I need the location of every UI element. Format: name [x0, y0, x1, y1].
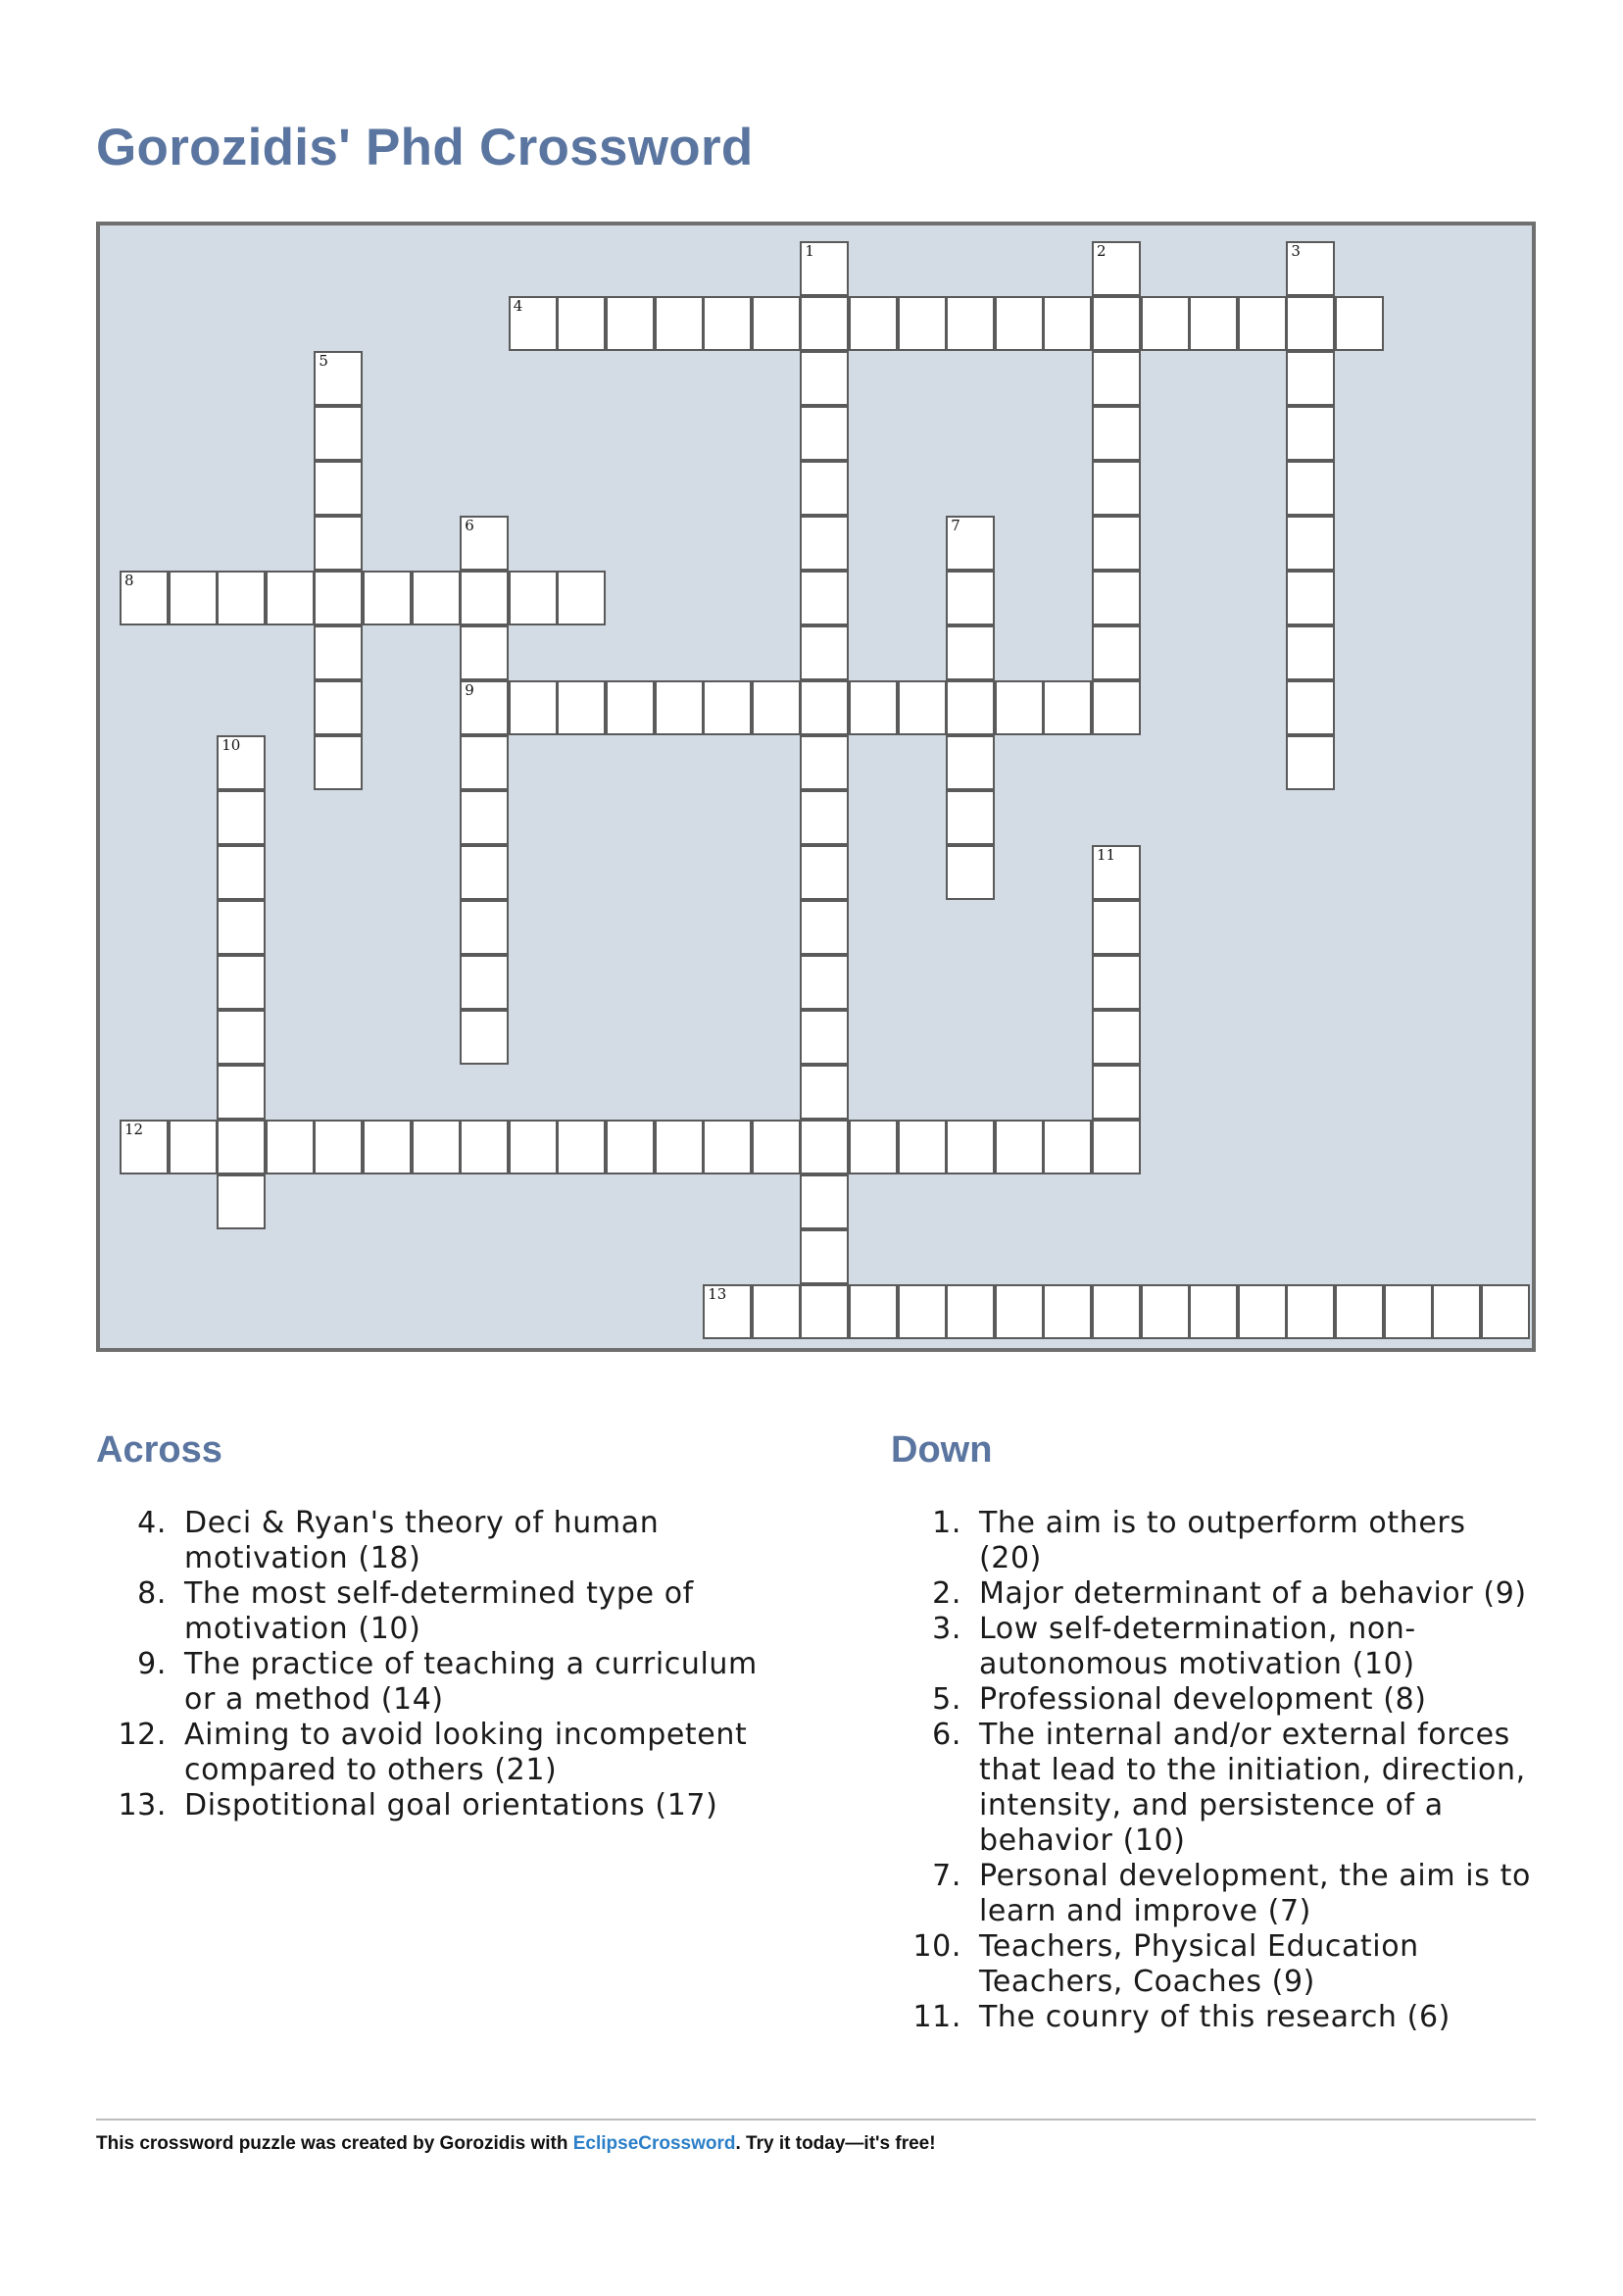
crossword-cell[interactable]	[800, 900, 849, 955]
crossword-cell[interactable]	[946, 680, 995, 735]
crossword-cell[interactable]	[946, 735, 995, 790]
clue-across-12	[96, 1718, 782, 1788]
crossword-cell[interactable]	[314, 516, 363, 571]
crossword-cell[interactable]	[314, 735, 363, 790]
crossword-cell[interactable]	[266, 1120, 315, 1174]
crossword-cell[interactable]	[800, 241, 849, 296]
cell-number: 5	[319, 352, 328, 370]
clue-number: 1.	[932, 1506, 961, 1540]
crossword-cell[interactable]	[1286, 351, 1335, 406]
crossword-cell[interactable]	[217, 790, 266, 845]
crossword-cell[interactable]	[217, 955, 266, 1010]
cell-number: 10	[221, 736, 241, 754]
footer-suffix: . Try it today—it's free!	[735, 2133, 936, 2154]
crossword-cell[interactable]	[1092, 571, 1141, 625]
crossword-cell[interactable]	[1092, 1065, 1141, 1120]
clue-text: Deci & Ryan's theory of human motivation (18)	[184, 1506, 660, 1575]
clue-down-2	[891, 1576, 1538, 1612]
crossword-cell[interactable]	[800, 296, 849, 351]
crossword-cell[interactable]	[800, 790, 849, 845]
crossword-cell[interactable]	[314, 351, 363, 406]
clue-text: Professional development (8)	[979, 1682, 1427, 1717]
crossword-cell[interactable]	[266, 571, 315, 625]
cell-number: 7	[951, 517, 960, 534]
clue-text: The most self-determined type of motivation (10)	[184, 1576, 694, 1646]
crossword-cell[interactable]	[800, 351, 849, 406]
crossword-cell[interactable]	[1286, 735, 1335, 790]
crossword-cell[interactable]	[800, 1010, 849, 1065]
clue-number: 2.	[932, 1576, 961, 1611]
crossword-cell[interactable]	[1092, 680, 1141, 735]
clue-text: Teachers, Physical Education Teachers, Coaches (9)	[979, 1929, 1419, 1999]
crossword-cell[interactable]	[655, 296, 704, 351]
clue-number: 11.	[912, 2000, 961, 2034]
clue-down-7	[891, 1859, 1538, 1929]
cell-number: 2	[1097, 242, 1107, 260]
crossword-cell[interactable]	[120, 1120, 169, 1174]
crossword-cell[interactable]	[1481, 1284, 1530, 1339]
clue-text: The internal and/or external forces that lead to the initiation, direction, intensity, and persistence of a behavior (10)	[979, 1718, 1526, 1858]
crossword-cell[interactable]	[995, 680, 1044, 735]
clue-text: Aiming to avoid looking incompetent compared to others (21)	[184, 1718, 748, 1787]
clue-text: The practice of teaching a curriculum or a method (14)	[184, 1647, 758, 1717]
crossword-cell[interactable]	[460, 790, 509, 845]
crossword-cell[interactable]	[314, 625, 363, 680]
crossword-cell[interactable]	[509, 1120, 558, 1174]
crossword-cell[interactable]	[800, 845, 849, 900]
crossword-cell[interactable]	[217, 900, 266, 955]
crossword-cell[interactable]	[1092, 845, 1141, 900]
crossword-cell[interactable]	[1432, 1284, 1481, 1339]
crossword-cell[interactable]	[217, 1065, 266, 1120]
crossword-cell[interactable]	[509, 296, 558, 351]
clue-text: Dispotitional goal orientations (17)	[184, 1788, 718, 1822]
crossword-cell[interactable]	[946, 571, 995, 625]
crossword-cell[interactable]	[1092, 955, 1141, 1010]
crossword-cell[interactable]	[557, 296, 606, 351]
crossword-cell[interactable]	[120, 571, 169, 625]
crossword-cell[interactable]	[1189, 296, 1238, 351]
crossword-cell[interactable]	[849, 296, 898, 351]
crossword-cell[interactable]	[898, 1284, 947, 1339]
crossword-cell[interactable]	[1092, 241, 1141, 296]
clue-number: 13.	[118, 1788, 167, 1822]
crossword-cell[interactable]	[655, 1120, 704, 1174]
cell-number: 1	[805, 242, 814, 260]
crossword-cell[interactable]	[1286, 296, 1335, 351]
clue-text: The counry of this research (6)	[979, 2000, 1451, 2034]
crossword-cell[interactable]	[1043, 680, 1092, 735]
crossword-cell[interactable]	[460, 1010, 509, 1065]
clue-number: 3.	[932, 1612, 961, 1646]
crossword-cell[interactable]	[946, 625, 995, 680]
clue-number: 8.	[137, 1576, 167, 1611]
crossword-cell[interactable]	[800, 955, 849, 1010]
cell-number: 8	[124, 572, 134, 589]
crossword-cell[interactable]	[1092, 461, 1141, 516]
cell-number: 11	[1097, 846, 1116, 864]
crossword-cell[interactable]	[849, 680, 898, 735]
crossword-cell[interactable]	[606, 1120, 655, 1174]
clue-across-13	[96, 1788, 782, 1823]
crossword-cell[interactable]	[460, 516, 509, 571]
crossword-cell[interactable]	[1141, 296, 1190, 351]
crossword-cell[interactable]	[169, 1120, 218, 1174]
crossword-cell[interactable]	[1286, 406, 1335, 461]
crossword-cell[interactable]	[1384, 1284, 1433, 1339]
crossword-cell[interactable]	[1092, 516, 1141, 571]
crossword-cell[interactable]	[898, 680, 947, 735]
crossword-cell[interactable]	[1189, 1284, 1238, 1339]
crossword-cell[interactable]	[800, 1120, 849, 1174]
crossword-cell[interactable]	[314, 461, 363, 516]
crossword-cell[interactable]	[363, 1120, 412, 1174]
crossword-cell[interactable]	[217, 735, 266, 790]
crossword-cell[interactable]	[703, 680, 752, 735]
crossword-cell[interactable]	[557, 680, 606, 735]
crossword-cell[interactable]	[1335, 296, 1384, 351]
crossword-cell[interactable]	[1286, 571, 1335, 625]
crossword-cell[interactable]	[1092, 1010, 1141, 1065]
down-clue-list	[891, 1506, 1538, 2035]
cell-number: 6	[465, 517, 474, 534]
crossword-cell[interactable]	[995, 296, 1044, 351]
crossword-cell[interactable]	[1286, 516, 1335, 571]
clue-number: 7.	[932, 1859, 961, 1893]
crossword-cell[interactable]	[509, 680, 558, 735]
clue-across-4	[96, 1506, 782, 1576]
eclipsecrossword-link[interactable]: EclipseCrossword	[572, 2133, 736, 2154]
footer-divider	[96, 2119, 1536, 2121]
crossword-cell[interactable]	[1043, 1284, 1092, 1339]
crossword-cell[interactable]	[946, 790, 995, 845]
clue-number: 6.	[932, 1718, 961, 1752]
crossword-cell[interactable]	[946, 845, 995, 900]
crossword-cell[interactable]	[800, 735, 849, 790]
crossword-cell[interactable]	[557, 571, 606, 625]
cell-number: 3	[1291, 242, 1301, 260]
crossword-cell[interactable]	[849, 1284, 898, 1339]
crossword-cell[interactable]	[460, 735, 509, 790]
crossword-cell[interactable]	[898, 296, 947, 351]
crossword-cell[interactable]	[1238, 1284, 1287, 1339]
crossword-cell[interactable]	[314, 406, 363, 461]
crossword-cell[interactable]	[1092, 406, 1141, 461]
crossword-cell[interactable]	[460, 955, 509, 1010]
crossword-cell[interactable]	[509, 571, 558, 625]
crossword-cell[interactable]	[1286, 1284, 1335, 1339]
crossword-cell[interactable]	[217, 571, 266, 625]
across-clue-list	[96, 1506, 782, 1823]
crossword-cell[interactable]	[849, 1120, 898, 1174]
crossword-cell[interactable]	[800, 680, 849, 735]
crossword-cell[interactable]	[1286, 625, 1335, 680]
crossword-cell[interactable]	[1092, 1120, 1141, 1174]
crossword-cell[interactable]	[1092, 625, 1141, 680]
crossword-cell[interactable]	[1043, 1120, 1092, 1174]
crossword-cell[interactable]	[1092, 1284, 1141, 1339]
footer-prefix: This crossword puzzle was created by Gorozidis with	[96, 2133, 573, 2154]
crossword-cell[interactable]	[460, 680, 509, 735]
crossword-cell[interactable]	[655, 680, 704, 735]
across-heading: Across	[96, 1429, 222, 1471]
crossword-cell[interactable]	[363, 571, 412, 625]
crossword-cell[interactable]	[800, 1065, 849, 1120]
clue-down-3	[891, 1612, 1538, 1682]
crossword-cell[interactable]	[703, 1284, 752, 1339]
clue-across-9	[96, 1647, 782, 1718]
crossword-board	[96, 222, 1536, 1352]
crossword-cell[interactable]	[1043, 296, 1092, 351]
crossword-cell[interactable]	[606, 296, 655, 351]
cell-number: 4	[513, 297, 523, 315]
crossword-cell[interactable]	[314, 571, 363, 625]
crossword-cell[interactable]	[946, 516, 995, 571]
cell-number: 13	[708, 1285, 727, 1303]
crossword-cell[interactable]	[412, 571, 461, 625]
crossword-cell[interactable]	[1092, 900, 1141, 955]
crossword-cell[interactable]	[314, 1120, 363, 1174]
crossword-cell[interactable]	[946, 1120, 995, 1174]
crossword-cell[interactable]	[752, 1284, 801, 1339]
crossword-cell[interactable]	[995, 1120, 1044, 1174]
page-title: Gorozidis' Phd Crossword	[96, 119, 754, 176]
clue-down-1	[891, 1506, 1538, 1576]
clue-number: 4.	[137, 1506, 167, 1540]
crossword-cell[interactable]	[1238, 296, 1287, 351]
crossword-cell[interactable]	[752, 680, 801, 735]
clue-number: 10.	[912, 1929, 961, 1964]
crossword-cell[interactable]	[1286, 680, 1335, 735]
cell-number: 12	[124, 1121, 144, 1138]
crossword-cell[interactable]	[217, 845, 266, 900]
clue-down-10	[891, 1929, 1538, 2000]
cell-number: 9	[465, 681, 474, 699]
footer-credit	[96, 2133, 936, 2155]
clue-number: 9.	[137, 1647, 167, 1681]
crossword-cell[interactable]	[800, 1284, 849, 1339]
crossword-cell[interactable]	[800, 1229, 849, 1284]
crossword-cell[interactable]	[460, 845, 509, 900]
crossword-cell[interactable]	[1286, 241, 1335, 296]
clue-down-5	[891, 1682, 1538, 1718]
clue-down-11	[891, 2000, 1538, 2035]
crossword-cell[interactable]	[703, 1120, 752, 1174]
crossword-cell[interactable]	[1092, 296, 1141, 351]
clue-number: 5.	[932, 1682, 961, 1717]
crossword-cell[interactable]	[606, 680, 655, 735]
crossword-cell[interactable]	[752, 1120, 801, 1174]
down-heading: Down	[891, 1429, 993, 1471]
crossword-cell[interactable]	[800, 1174, 849, 1229]
clue-text: The aim is to outperform others (20)	[979, 1506, 1466, 1575]
crossword-cell[interactable]	[800, 516, 849, 571]
crossword-cell[interactable]	[314, 680, 363, 735]
crossword-cell[interactable]	[412, 1120, 461, 1174]
crossword-cell[interactable]	[1335, 1284, 1384, 1339]
crossword-cell[interactable]	[460, 1120, 509, 1174]
clue-text: Low self-determination, non-autonomous motivation (10)	[979, 1612, 1416, 1681]
crossword-cell[interactable]	[800, 571, 849, 625]
clue-down-6	[891, 1718, 1538, 1859]
crossword-cell[interactable]	[898, 1120, 947, 1174]
crossword-cell[interactable]	[557, 1120, 606, 1174]
crossword-cell[interactable]	[800, 625, 849, 680]
crossword-cell[interactable]	[217, 1174, 266, 1229]
crossword-cell[interactable]	[217, 1010, 266, 1065]
crossword-cell[interactable]	[946, 296, 995, 351]
crossword-cell[interactable]	[1286, 461, 1335, 516]
crossword-cell[interactable]	[946, 1284, 995, 1339]
crossword-cell[interactable]	[752, 296, 801, 351]
crossword-cell[interactable]	[800, 461, 849, 516]
crossword-cell[interactable]	[460, 571, 509, 625]
clue-text: Personal development, the aim is to learn and improve (7)	[979, 1859, 1531, 1928]
crossword-cell[interactable]	[460, 625, 509, 680]
clue-text: Major determinant of a behavior (9)	[979, 1576, 1527, 1611]
crossword-cell[interactable]	[1141, 1284, 1190, 1339]
crossword-cell[interactable]	[800, 406, 849, 461]
crossword-cell[interactable]	[995, 1284, 1044, 1339]
clue-number: 12.	[118, 1718, 167, 1752]
crossword-cell[interactable]	[703, 296, 752, 351]
crossword-cell[interactable]	[1092, 351, 1141, 406]
clue-across-8	[96, 1576, 782, 1647]
crossword-cell[interactable]	[169, 571, 218, 625]
crossword-cell[interactable]	[217, 1120, 266, 1174]
crossword-cell[interactable]	[460, 900, 509, 955]
